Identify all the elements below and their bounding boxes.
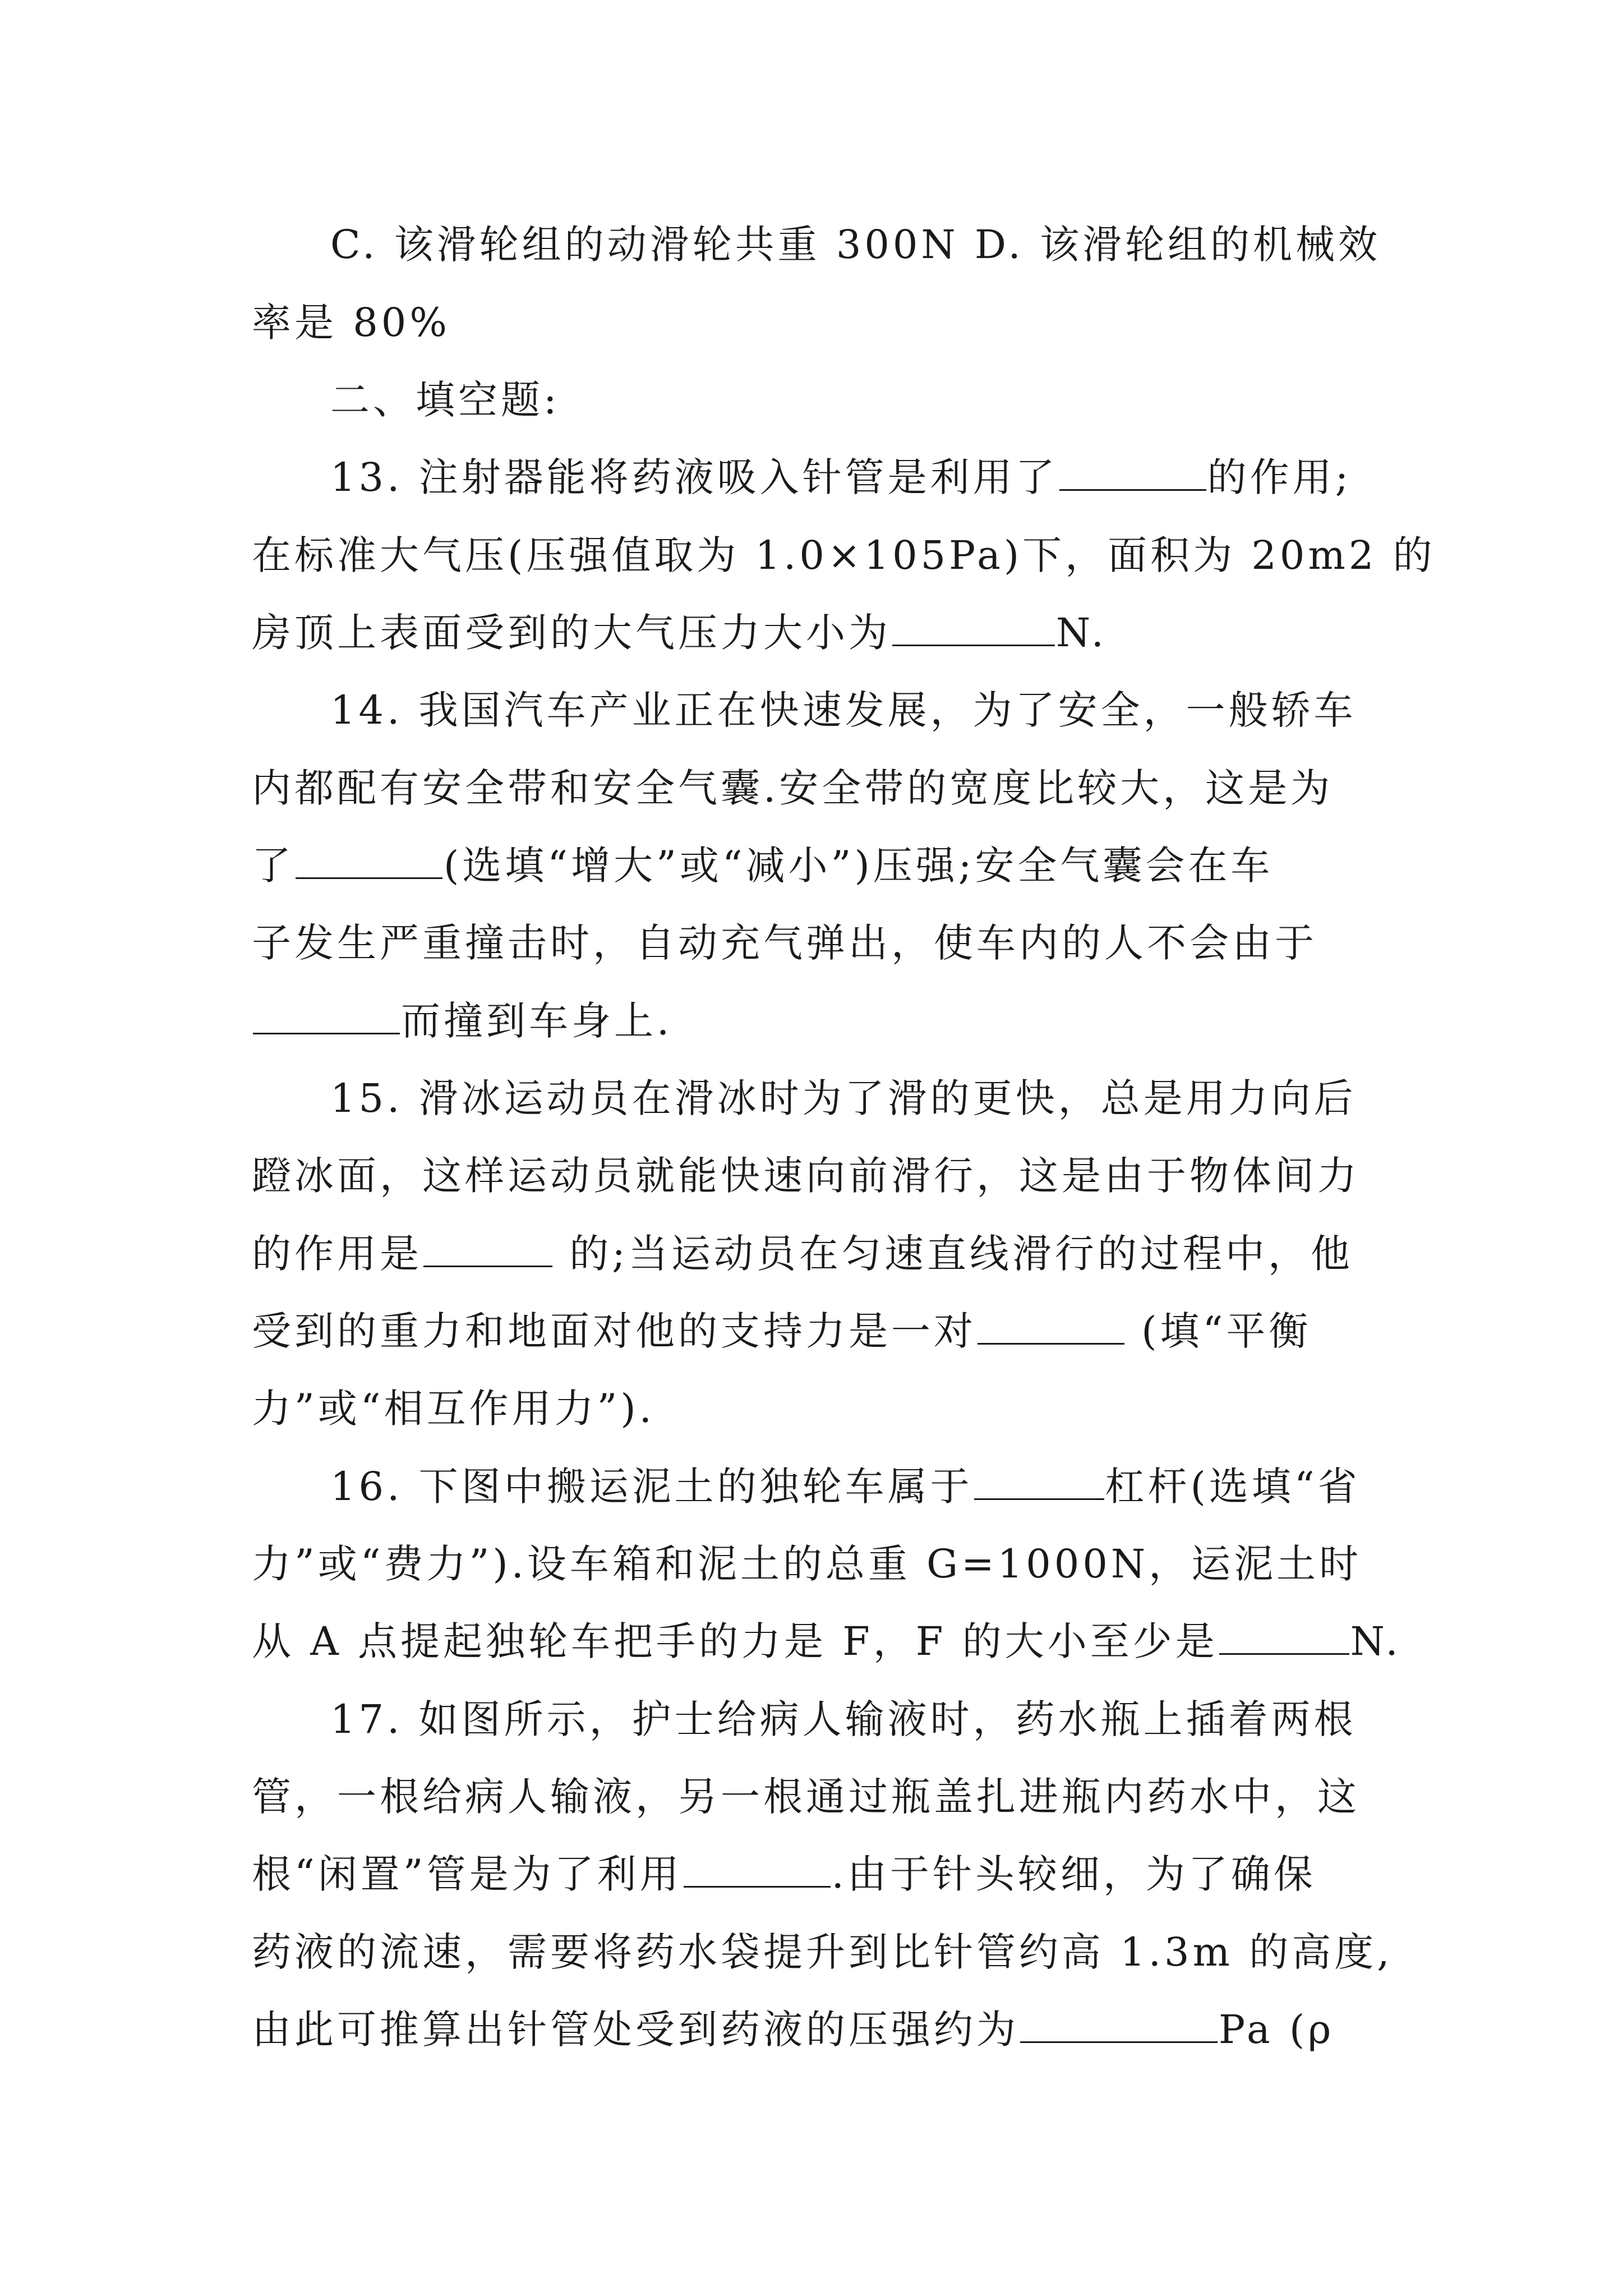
text: 在标准大气压(压强值取为 1.0×105Pa)下，面积为 20m2 的 bbox=[252, 532, 1436, 578]
question-15-line-2 bbox=[252, 1151, 1360, 1201]
answer-blank[interactable] bbox=[1219, 1616, 1349, 1655]
text: C. 该滑轮组的动滑轮共重 300N D. 该滑轮组的机械效 bbox=[330, 222, 1381, 268]
text: 房顶上表面受到的大气压力大小为 bbox=[252, 610, 891, 656]
question-14-line-2 bbox=[252, 763, 1333, 813]
text: 管，一根给病人输液，另一根通过瓶盖扎进瓶内药水中，这 bbox=[252, 1774, 1360, 1820]
text: 15. 滑冰运动员在滑冰时为了滑的更快，总是用力向后 bbox=[330, 1075, 1357, 1121]
question-16-line-1 bbox=[330, 1461, 1361, 1512]
text: .由于针头较细，为了确保 bbox=[831, 1851, 1316, 1897]
question-14-line-3 bbox=[252, 840, 1273, 891]
question-15-line-1 bbox=[330, 1073, 1357, 1124]
question-17-line-3 bbox=[252, 1849, 1316, 1899]
text: 二、填空题: bbox=[330, 377, 560, 423]
question-15-line-4 bbox=[252, 1306, 1311, 1356]
question-17-line-1 bbox=[330, 1694, 1357, 1745]
option-c-d-line bbox=[330, 219, 1381, 270]
text: 子发生严重撞击时，自动充气弹出，使车内的人不会由于 bbox=[252, 920, 1317, 966]
text: 根“闲置”管是为了利用 bbox=[252, 1851, 683, 1897]
text: 而撞到车身上. bbox=[401, 998, 673, 1044]
option-d-continuation bbox=[252, 297, 450, 348]
text: 从 A 点提起独轮车把手的力是 F，F 的大小至少是 bbox=[252, 1618, 1218, 1664]
answer-blank[interactable] bbox=[978, 1306, 1124, 1345]
text: 力”或“相互作用力”). bbox=[252, 1386, 655, 1432]
text: 内都配有安全带和安全气囊.安全带的宽度比较大，这是为 bbox=[252, 765, 1334, 811]
question-14-line-4 bbox=[252, 918, 1317, 968]
text: 蹬冰面，这样运动员就能快速向前滑行，这是由于物体间力 bbox=[252, 1153, 1360, 1199]
text: 受到的重力和地面对他的支持力是一对 bbox=[252, 1308, 976, 1354]
text: (选填“增大”或“减小”)压强;安全气囊会在车 bbox=[444, 843, 1274, 889]
question-14-line-5 bbox=[252, 996, 672, 1046]
answer-blank[interactable] bbox=[892, 608, 1055, 646]
text: 力”或“费力”).设车箱和泥土的总重 G=1000N，运泥土时 bbox=[252, 1541, 1362, 1587]
text: 的作用是 bbox=[252, 1231, 422, 1277]
text: 杠杆(选填“省 bbox=[1105, 1464, 1361, 1510]
text: 17. 如图所示，护士给病人输液时，药水瓶上插着两根 bbox=[330, 1696, 1357, 1742]
text: 16. 下图中搬运泥土的独轮车属于 bbox=[330, 1464, 973, 1510]
text: 率是 80% bbox=[252, 300, 450, 346]
text: 了 bbox=[252, 843, 294, 889]
text: N. bbox=[1056, 610, 1108, 656]
answer-blank[interactable] bbox=[1020, 2004, 1218, 2043]
text: 由此可推算出针管处受到药液的压强约为 bbox=[252, 2007, 1019, 2053]
question-17-line-2 bbox=[252, 1772, 1360, 1822]
answer-blank[interactable] bbox=[974, 1461, 1104, 1500]
answer-blank[interactable] bbox=[423, 1228, 552, 1267]
section-heading bbox=[330, 375, 560, 425]
answer-blank[interactable] bbox=[1059, 452, 1206, 491]
question-17-line-5 bbox=[252, 2004, 1334, 2055]
question-14-line-1 bbox=[330, 685, 1357, 735]
text: 14. 我国汽车产业正在快速发展，为了安全，一般轿车 bbox=[330, 687, 1357, 733]
question-13-line-1 bbox=[330, 452, 1352, 503]
text: Pa (ρ bbox=[1219, 2007, 1335, 2053]
question-16-line-3 bbox=[252, 1616, 1401, 1667]
question-17-line-4 bbox=[252, 1927, 1393, 1977]
text: (填“平衡 bbox=[1126, 1308, 1312, 1354]
answer-blank[interactable] bbox=[684, 1849, 831, 1888]
answer-blank[interactable] bbox=[296, 840, 442, 879]
answer-blank[interactable] bbox=[253, 996, 400, 1034]
text: N. bbox=[1350, 1618, 1401, 1664]
question-16-line-2 bbox=[252, 1539, 1362, 1589]
text: 的作用; bbox=[1207, 454, 1352, 500]
question-13-line-3 bbox=[252, 608, 1107, 658]
question-15-line-3 bbox=[252, 1228, 1353, 1279]
question-13-line-2 bbox=[252, 530, 1436, 581]
text: 的;当运动员在匀速直线滑行的过程中，他 bbox=[554, 1231, 1353, 1277]
text: 药液的流速，需要将药水袋提升到比针管约高 1.3m 的高度, bbox=[252, 1929, 1393, 1975]
text: 13. 注射器能将药液吸入针管是利用了 bbox=[330, 454, 1058, 500]
question-15-line-5 bbox=[252, 1383, 655, 1434]
